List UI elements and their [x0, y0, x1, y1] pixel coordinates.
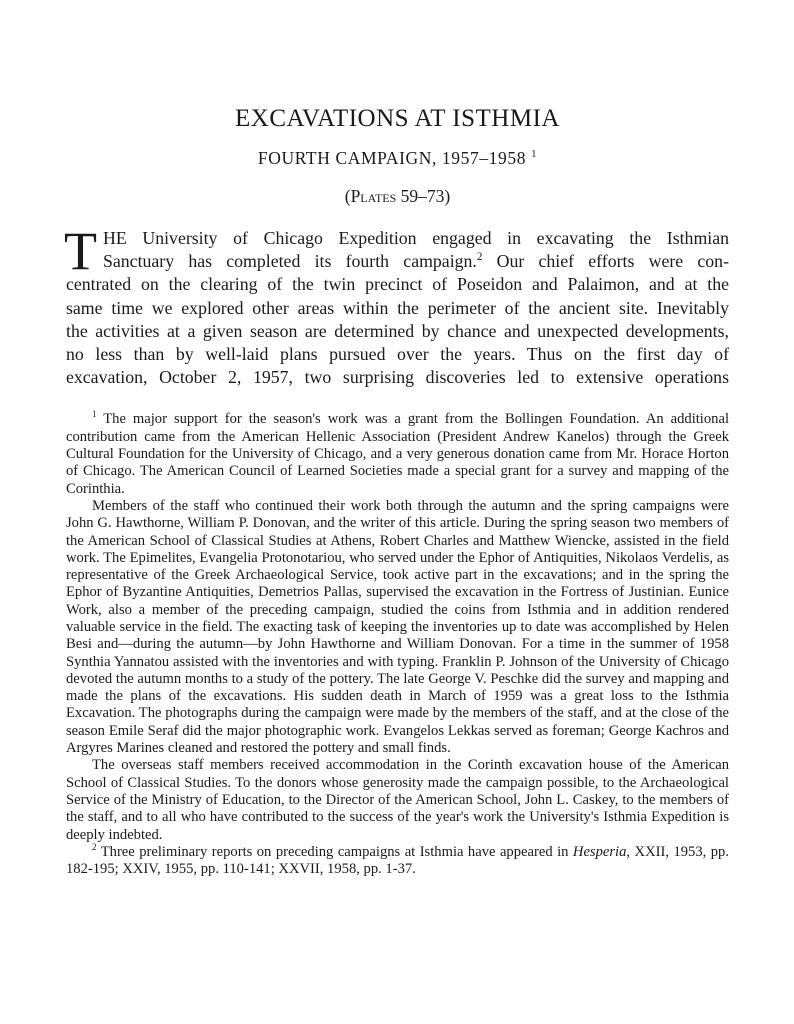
body-line-2 [66, 250, 729, 273]
footnote-ref-2: 2 [476, 251, 483, 264]
body-line-2a: Sanctuary has completed its fourth campaign. [103, 251, 477, 272]
body-line-7: excavation, October 2, 1957, two surprising discoveries led to extensive operations [66, 367, 729, 388]
body-line-1: HE University of Chicago Expedition engaged in excavating the Isthmian [103, 228, 729, 248]
body-line-5: the activities at a given season are determined by chance and unexpected developments, [66, 320, 729, 341]
opening-paragraph [64, 221, 729, 389]
footnote-2-text-b: , XXII, 1953, pp. 182-195; XXIV, 1955, pp. 110-141; XXVII, 1958, pp. 1-37. [66, 843, 729, 878]
footnote-2-journal: Hesperia [572, 843, 627, 860]
plates-label: Plates [350, 186, 397, 206]
article-page [66, 104, 729, 878]
body-line-3: centrated on the clearing of the twin precinct of Poseidon and Palaimon, and at the [66, 274, 729, 295]
footnote-1-text: The major support for the season's work was a grant from the Bollingen Foundation. An additional contribution came from the American Hellenic Association (President Andrew Kanelos) through the Greek Cultural Foundation for the University of Chicago, and a very generous donation came from Mr. Horace Horton of Chicago. The American Council of Learned Societies made a special grant for a survey and mapping of the Corinthia. [66, 411, 729, 497]
footnote-1-marker: 1 [92, 409, 97, 420]
body-line-6: no less than by well-laid plans pursued over the years. Thus on the first day of [66, 344, 729, 365]
body-line-2b: Our chief efforts were con- [482, 251, 729, 272]
footnote-2 [66, 841, 729, 879]
footnote-1-paragraph-2: Members of the staff who continued their work both through the autumn and the spring campaigns were John G. Hawthorne, William P. Donovan, and the writer of this article. During the spring season two members of the American School of Classical Studies at Athens, Robert Charles and Matthew Wiencke, assisted in the field work. The Epimelites, Evangelia Protonotariou, who served under the Ephor of Antiquities, Nikolaos Verdelis, as representative of the Greek Archaeological Service, took active part in the excavations; and in the spring the Ephor of Byzantine Antiquities, Demetrios Pallas, supervised the excavation in the Fortress of Justinian. Eunice Work, also a member of the preceding campaign, studied the coins from Isthmia and in addition rendered valuable service in the field. The exacting task of keeping the inventories up to date was accomplished by Helen Besi and—during the autumn—by John Hawthorne and William Donovan. For a time in the summer of 1958 Synthia Yannatou assisted with the inventories and with typing. Franklin P. Johnson of the University of Chicago devoted the autumn months to a study of the pottery. The late George V. Peschke did the survey and mapping and made the plans of the excavations. His sudden death in March of 1959 was a great loss to the Isthmia Excavation. The photographs during the campaign were made by the members of the staff, and at the close of the season Emile Seraf did the major photographic work. Evangelos Lekkas served as foreman; George Kachros and Argyres Marines cleaned and restored the pottery and small finds. [66, 497, 729, 757]
plates-range: 59–73) [400, 186, 451, 206]
plates-open: ( [344, 186, 351, 206]
footnotes [66, 411, 729, 878]
footnote-1-paragraph-3: The overseas staff members received accommodation in the Corinth excavation house of the American School of Classical Studies. To the donors whose generosity made the campaign possible, to the Archaeological Service of the Ministry of Education, to the Director of the American School, John L. Caskey, to the members of the staff, and to all who have contributed to the success of the year's work the University's Isthmia Expedition is deeply indebted. [66, 757, 729, 843]
body-line-4: same time we explored other areas within the perimeter of the ancient site. Inevitably [66, 297, 729, 318]
footnote-2-marker: 2 [92, 841, 97, 852]
drop-cap: T [64, 221, 97, 281]
footnote-ref-1: 1 [531, 148, 538, 161]
plates-reference [66, 185, 729, 207]
footnote-1-paragraph-1 [66, 411, 729, 497]
article-title: EXCAVATIONS AT ISTHMIA [235, 105, 560, 132]
subtitle-text: FOURTH CAMPAIGN, 1957–1958 [257, 148, 527, 168]
article-subtitle [66, 147, 729, 169]
footnote-2-text-a: Three preliminary reports on preceding campaigns at Isthmia have appeared in [100, 843, 573, 860]
